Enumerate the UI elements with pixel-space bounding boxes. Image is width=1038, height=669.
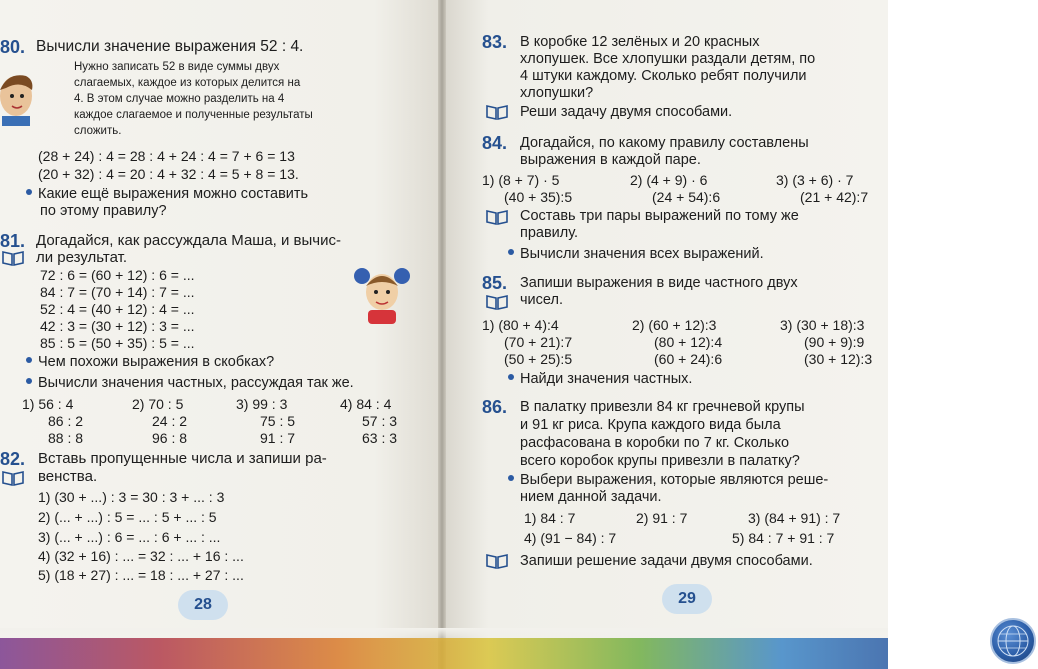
expression: (80 + 12):4 [654,334,723,350]
book-gutter [438,0,446,669]
column-item: 88 : 8 [48,430,84,446]
exercise-80-number: 80. [0,37,26,57]
column-item: 24 : 2 [152,413,188,429]
column-item: 4) 84 : 4 [340,396,392,412]
book-icon [2,250,24,266]
task-text: Составь три пары выражений по тому же [520,208,799,224]
exercise-86-number: 86. [482,397,508,417]
exercise-82-title: Вставь пропущенные числа и запиши ра- [38,450,327,467]
column-item: 75 : 5 [260,413,296,429]
expression: (24 + 54):6 [652,189,721,205]
problem-text: и 91 кг риса. Крупа каждого вида была [520,417,781,433]
question-text: Вычисли значения всех выражений. [520,246,764,262]
equation-line: 3) (... + ...) : 6 = ... : 6 + ... : ... [38,529,221,545]
question-text: нием данной задачи. [520,489,662,505]
exercise-85-title: Запиши выражения в виде частного двух [520,275,798,291]
bullet-icon [26,378,32,384]
column-item: 2) 70 : 5 [132,396,184,412]
girl-illustration-icon [352,262,412,324]
problem-text: хлопушки? [520,85,594,101]
question-text: Выбери выражения, которые являются реше- [520,472,829,488]
note-line: Нужно записать 52 в виде суммы двух [74,61,280,73]
equation: (20 + 32) : 4 = 20 : 4 + 32 : 4 = 5 + 8 = 13. [38,166,299,182]
option: 2) 91 : 7 [636,510,688,526]
page-number-right: 29 [662,584,712,614]
expression: 3) (30 + 18):3 [780,317,865,333]
problem-text: В палатку привезли 84 кг гречневой крупы [520,399,805,415]
expression: (50 + 25):5 [504,351,573,367]
bullet-icon [508,374,514,380]
equation-line: 4) (32 + 16) : ... = 32 : ... + 16 : ... [38,548,244,564]
exercise-82-number: 82. [0,449,26,469]
column-item: 3) 99 : 3 [236,396,288,412]
page-number-left: 28 [178,590,228,620]
option: 1) 84 : 7 [524,510,576,526]
expression-line: 42 : 3 = (30 + 12) : 3 = ... [40,318,195,334]
column-item: 91 : 7 [260,430,296,446]
exercise-80-title: Вычисли значение выражения 52 : 4. [36,38,304,55]
question-text: по этому правилу? [40,203,167,219]
exercise-82-title: венства. [38,468,98,485]
expression-line: 72 : 6 = (60 + 12) : 6 = ... [40,267,195,283]
question-text: Чем похожи выражения в скобках? [38,354,275,370]
note-line: 4. В этом случае можно разделить на 4 [74,93,285,105]
bullet-icon [508,249,514,255]
equation-line: 1) (30 + ...) : 3 = 30 : 3 + ... : 3 [38,489,225,505]
note-line: сложить. [74,125,122,137]
expression: (60 + 24):6 [654,351,723,367]
task-text: правилу. [520,225,579,241]
option: 5) 84 : 7 + 91 : 7 [732,530,835,546]
expression: (90 + 9):9 [804,334,865,350]
option: 4) (91 − 84) : 7 [524,530,617,546]
color-strip [0,638,888,669]
task-text: Запиши решение задачи двумя способами. [520,553,813,569]
bullet-icon [26,357,32,363]
boy-illustration-icon [0,66,34,126]
problem-text: хлопушек. Все хлопушки раздали детям, по [520,51,816,67]
expression: (40 + 35):5 [504,189,573,205]
expression-line: 85 : 5 = (50 + 35) : 5 = ... [40,335,195,351]
question [508,472,828,489]
problem-text: всего коробок крупы привезли в палатку? [520,453,800,469]
exercise-83-number: 83. [482,32,508,52]
expression: (21 + 42):7 [800,189,869,205]
exercise-84-title: выражения в каждой паре. [520,152,701,168]
question [26,354,274,371]
column-item: 1) 56 : 4 [22,396,74,412]
task-text: Реши задачу двумя способами. [520,104,733,120]
expression: 1) (80 + 4):4 [482,317,559,333]
expression: 2) (4 + 9) · 6 [630,172,708,188]
exercise-85-title: чисел. [520,292,563,308]
problem-text: расфасована в коробки по 7 кг. Сколько [520,435,790,451]
bullet-icon [26,189,32,195]
book-icon [2,470,24,486]
expression: 1) (8 + 7) · 5 [482,172,560,188]
expression-line: 52 : 4 = (40 + 12) : 4 = ... [40,301,195,317]
question-text: Найди значения частных. [520,371,693,387]
column-item: 63 : 3 [362,430,398,446]
equation-line: 5) (18 + 27) : ... = 18 : ... + 27 : ... [38,567,244,583]
question [508,371,692,388]
note-line: каждое слагаемое и полученные результаты [74,109,313,121]
problem-text: 4 штуки каждому. Сколько ребят получили [520,68,807,84]
presentation-logo-icon [990,618,1036,664]
exercise-85-number: 85. [482,273,508,293]
bullet-icon [508,475,514,481]
question-text: Какие ещё выражения можно составить [38,186,309,202]
expression: 3) (3 + 6) · 7 [776,172,854,188]
question-text: Вычисли значения частных, рассуждая так же. [38,375,354,391]
exercise-84-number: 84. [482,133,508,153]
expression-line: 84 : 7 = (70 + 14) : 7 = ... [40,284,195,300]
question [26,186,308,203]
exercise-81-number: 81. [0,231,26,251]
expression: (70 + 21):7 [504,334,573,350]
book-icon [486,294,508,310]
question [26,375,354,392]
expression: (30 + 12):3 [804,351,873,367]
note-line: слагаемых, каждое из которых делится на [74,77,301,89]
exercise-81-title: Догадайся, как рассуждала Маша, и вычис- [36,232,341,249]
question [508,246,764,263]
exercise-84-title: Догадайся, по какому правилу составлены [520,135,809,151]
column-item: 86 : 2 [48,413,84,429]
exercise-81-title: ли результат. [36,249,128,266]
expression: 2) (60 + 12):3 [632,317,717,333]
book-icon [486,553,508,569]
book-icon [486,209,508,225]
equation-line: 2) (... + ...) : 5 = ... : 5 + ... : 5 [38,509,217,525]
equation: (28 + 24) : 4 = 28 : 4 + 24 : 4 = 7 + 6 = 13 [38,148,295,164]
option: 3) (84 + 91) : 7 [748,510,841,526]
column-item: 57 : 3 [362,413,398,429]
problem-text: В коробке 12 зелёных и 20 красных [520,34,760,50]
book-icon [486,104,508,120]
column-item: 96 : 8 [152,430,188,446]
